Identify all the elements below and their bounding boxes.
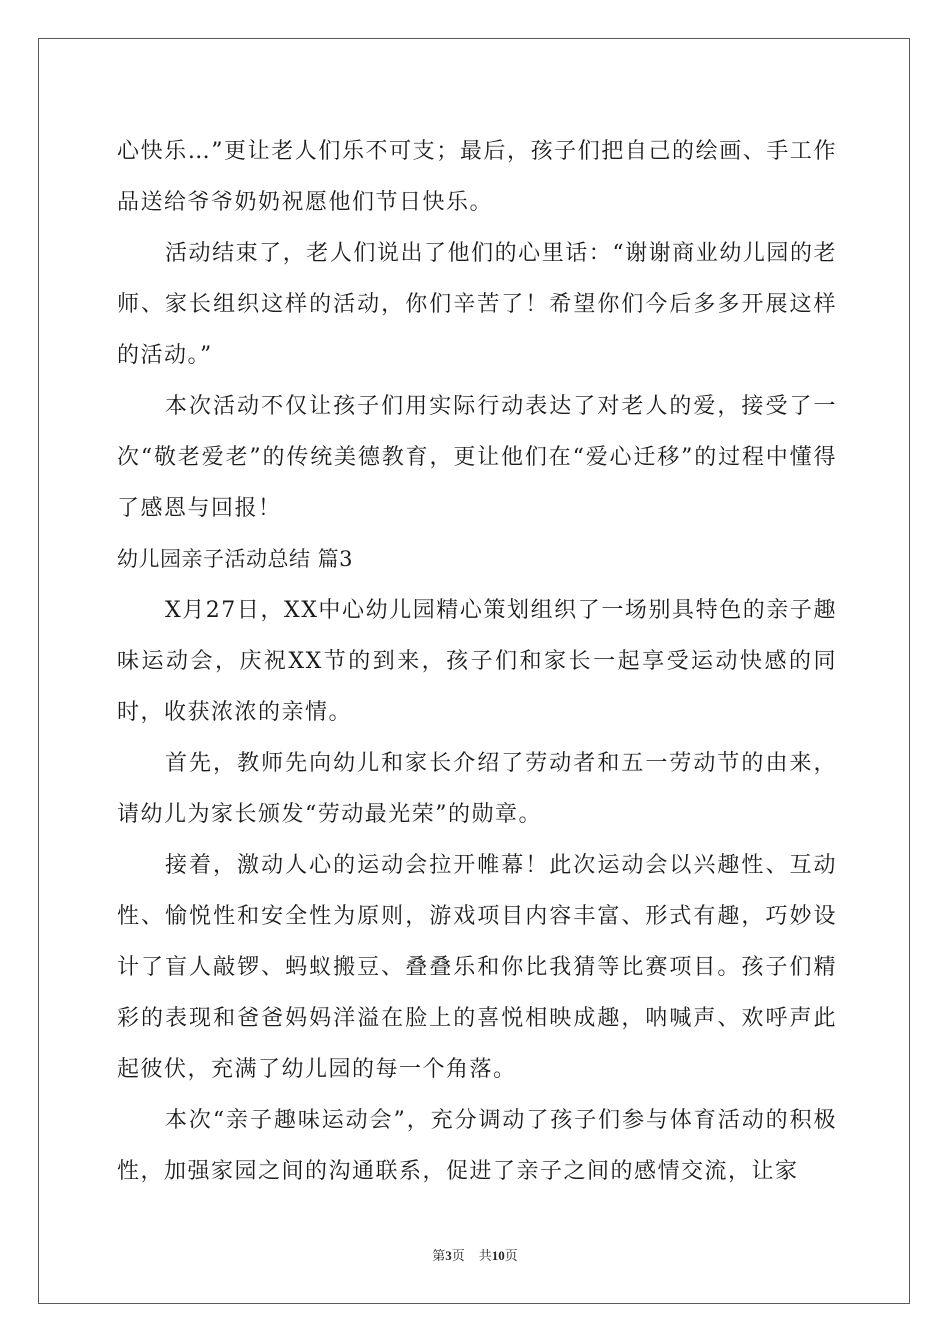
footer-current-page: 3 — [445, 1248, 452, 1263]
footer-total-pages: 10 — [491, 1248, 505, 1263]
paragraph: 接着，激动人心的运动会拉开帷幕！此次运动会以兴趣性、互动性、愉悦性和安全性为原则，游戏项目内容丰富、形式有趣，巧妙设计了盲人敲锣、蚂蚁搬豆、叠叠乐和你比我猜等比赛项目。孩子们精彩的表现和爸爸妈妈洋溢在脸上的喜悦相映成趣，呐喊声、欢呼声此起彼伏，充满了幼儿园的每一个角落。 — [117, 853, 837, 1082]
paragraph: 活动结束了，老人们说出了他们的心里话：“谢谢商业幼儿园的老师、家长组织这样的活动，你们辛苦了！希望你们今后多多开展这样的活动。” — [117, 241, 837, 368]
footer-prefix: 第 — [432, 1248, 446, 1263]
footer-total-prefix: 共 — [478, 1248, 492, 1263]
paragraph-continuation: 心快乐…”更让老人们乐不可支；最后，孩子们把自己的绘画、手工作品送给爷爷奶奶祝愿他们节日快乐。 — [117, 139, 837, 215]
page-footer — [0, 1245, 950, 1264]
footer-page-word: 页 — [451, 1248, 465, 1263]
section-heading: 幼儿园亲子活动总结 篇3 — [117, 547, 354, 571]
document-body — [117, 126, 837, 1197]
paragraph: 本次“亲子趣味运动会”，充分调动了孩子们参与体育活动的积极性，加强家园之间的沟通联系，促进了亲子之间的感情交流，让家 — [117, 1108, 837, 1184]
paragraph: X月27日，XX中心幼儿园精心策划组织了一场别具特色的亲子趣味运动会，庆祝XX节的到来，孩子们和家长一起享受运动快感的同时，收获浓浓的亲情。 — [117, 598, 837, 725]
paragraph: 首先，教师先向幼儿和家长介绍了劳动者和五一劳动节的由来，请幼儿为家长颁发“劳动最光荣”的勋章。 — [117, 751, 837, 827]
footer-suffix: 页 — [504, 1248, 518, 1263]
paragraph: 本次活动不仅让孩子们用实际行动表达了对老人的爱，接受了一次“敬老爱老”的传统美德教育，更让他们在“爱心迁移”的过程中懂得了感恩与回报！ — [117, 394, 837, 521]
